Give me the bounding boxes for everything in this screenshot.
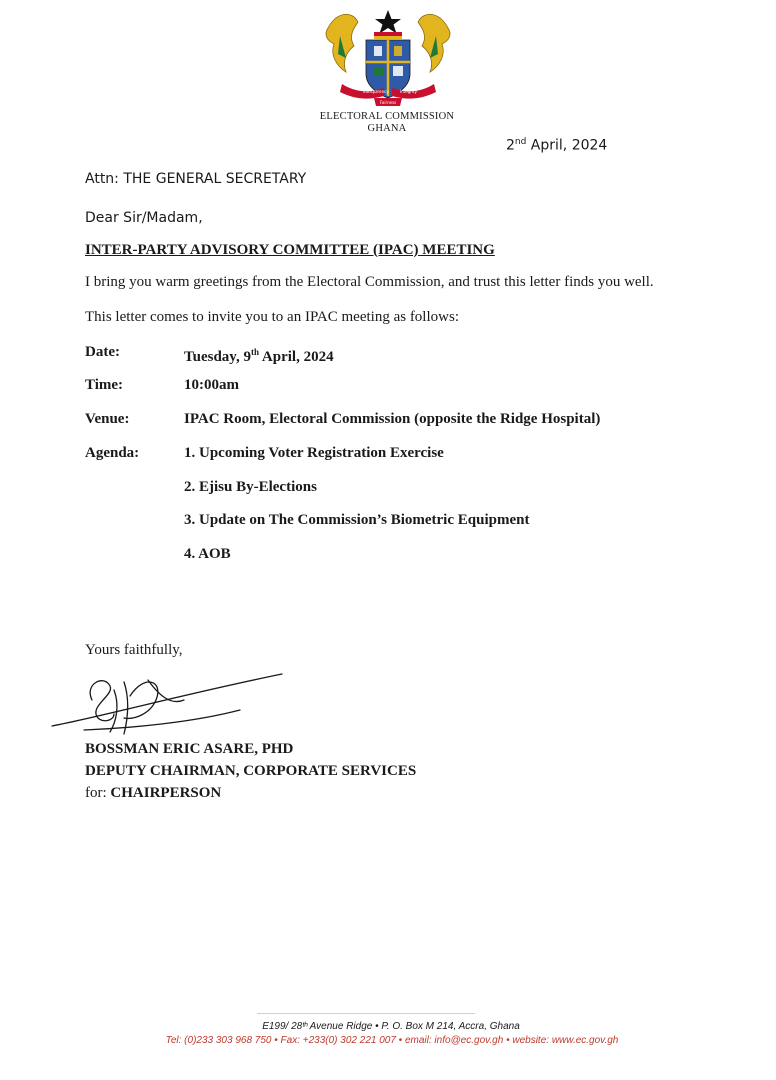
- signatory-title: DEPUTY CHAIRMAN, CORPORATE SERVICES: [85, 763, 417, 779]
- agenda-item: 2. Ejisu By-Elections: [184, 479, 317, 495]
- subject-heading: INTER-PARTY ADVISORY COMMITTEE (IPAC) MEETING: [85, 242, 495, 258]
- time-label: Time:: [85, 377, 124, 393]
- crest-motto-left: Transparency: [362, 89, 389, 94]
- date-label: Date:: [85, 344, 120, 360]
- footer-address: E199/ 28ᵗʰ Avenue Ridge • P. O. Box M 214, Accra, Ghana: [262, 1021, 520, 1032]
- attention-line: Attn: THE GENERAL SECRETARY: [85, 171, 307, 187]
- ghana-coat-of-arms-icon: [318, 6, 458, 112]
- time-value: 10:00am: [184, 377, 239, 393]
- crest-motto-right: Integrity: [400, 89, 417, 94]
- agenda-item: 3. Update on The Commission’s Biometric Equipment: [184, 512, 530, 528]
- crest-motto-bottom: Fairness: [380, 100, 397, 105]
- intro-paragraph: I bring you warm greetings from the Electoral Commission, and trust this letter finds you well.: [85, 274, 654, 290]
- salutation: Dear Sir/Madam,: [85, 210, 203, 226]
- organization-name: [286, 111, 488, 135]
- organization-name-line1: ELECTORAL COMMISSION: [319, 111, 455, 122]
- for-line: [85, 784, 221, 802]
- letter-date: [506, 137, 607, 154]
- venue-value: IPAC Room, Electoral Commission (opposite the Ridge Hospital): [184, 411, 601, 427]
- date-value-sup: th: [250, 347, 259, 357]
- signature-image: [44, 660, 288, 740]
- date-value: [184, 343, 334, 366]
- agenda-item: 4. AOB: [184, 546, 231, 562]
- for-value: CHAIRPERSON: [110, 785, 222, 801]
- agenda-item: 1. Upcoming Voter Registration Exercise: [184, 445, 444, 461]
- letter-date-rest: April, 2024: [526, 137, 608, 154]
- date-value-pre: Tuesday, 9: [184, 349, 251, 365]
- organization-name-line2: GHANA: [367, 123, 407, 134]
- venue-label: Venue:: [85, 411, 130, 427]
- letter-date-day: 2: [506, 137, 515, 154]
- signatory-name: BOSSMAN ERIC ASARE, PHD: [85, 741, 294, 757]
- footer-divider: [257, 1013, 475, 1014]
- date-value-post: April, 2024: [259, 349, 334, 365]
- closing: Yours faithfully,: [85, 642, 183, 658]
- footer-contact: Tel: (0)233 303 968 750 • Fax: +233(0) 302 221 007 • email: info@ec.gov.gh • website: www.ec.gov.gh: [165, 1035, 619, 1046]
- for-prefix: for:: [85, 785, 111, 801]
- invitation-paragraph: This letter comes to invite you to an IPAC meeting as follows:: [85, 309, 459, 325]
- agenda-label: Agenda:: [85, 445, 140, 461]
- letter-date-suffix: nd: [514, 137, 527, 147]
